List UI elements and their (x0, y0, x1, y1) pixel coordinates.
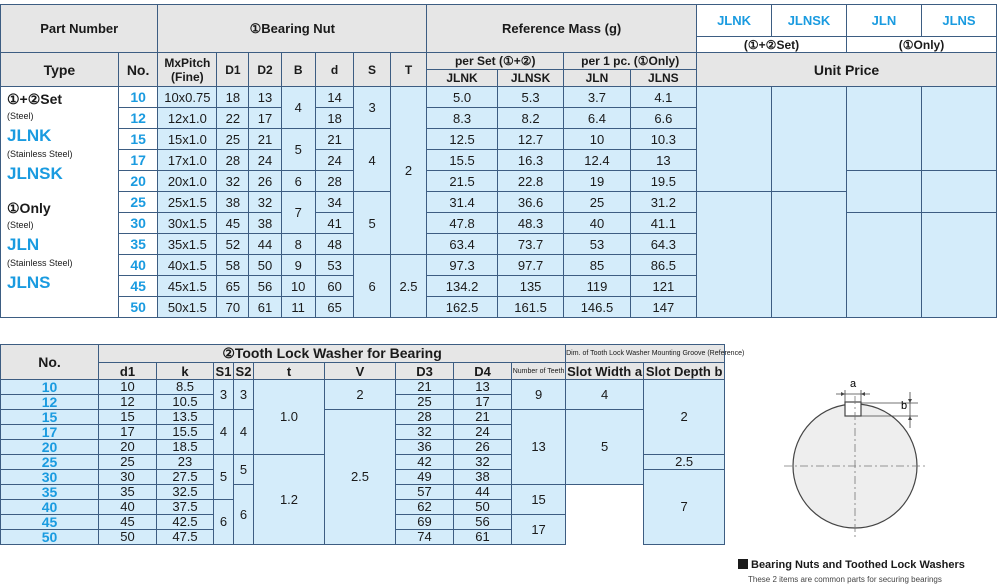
price-jlnk-cell[interactable] (697, 87, 772, 192)
d3-value: 69 (396, 515, 454, 530)
mass-jlnk: 63.4 (427, 234, 498, 255)
row-no: 25 (118, 192, 158, 213)
s2-value: 4 (234, 410, 254, 455)
row-no: 20 (118, 171, 158, 192)
mass-jlns: 10.3 (630, 129, 696, 150)
b-value: 9 (281, 255, 315, 276)
d4-header: D4 (454, 363, 512, 380)
s-value: 5 (354, 192, 390, 255)
k-value: 47.5 (157, 530, 214, 545)
d3-value: 42 (396, 455, 454, 470)
t-value: 2.5 (390, 255, 426, 318)
s2-value: 6 (234, 485, 254, 545)
mass-jlnk: 15.5 (427, 150, 498, 171)
mass-jln: 40 (564, 213, 630, 234)
sub-jlns-header: JLNS (630, 70, 696, 87)
mass-jlnsk: 12.7 (497, 129, 563, 150)
k-header: k (157, 363, 214, 380)
bearing-nut-table (0, 4, 997, 318)
price-jlnk-cell[interactable] (697, 192, 772, 318)
mass-jlnk: 21.5 (427, 171, 498, 192)
d2-value: 21 (249, 129, 281, 150)
d4-value: 44 (454, 485, 512, 500)
mass-jln: 119 (564, 276, 630, 297)
d3-value: 21 (396, 380, 454, 395)
teeth-value: 9 (512, 380, 566, 410)
d4-value: 38 (454, 470, 512, 485)
row-no: 45 (1, 515, 99, 530)
k-value: 37.5 (157, 500, 214, 515)
d3-value: 62 (396, 500, 454, 515)
d2-value: 17 (249, 108, 281, 129)
label-a: a (849, 378, 857, 390)
d4-value: 26 (454, 440, 512, 455)
stainless-label: (Stainless Steel) (7, 149, 73, 159)
mass-jlnk: 162.5 (427, 297, 498, 318)
table-row (1, 213, 997, 234)
sub-jln-header: JLN (564, 70, 630, 87)
s-header: S (354, 53, 390, 87)
b-value: 4 (281, 87, 315, 129)
b-value: 7 (281, 192, 315, 234)
row-no: 17 (1, 425, 99, 440)
d4-value: 61 (454, 530, 512, 545)
mass-jlns: 64.3 (630, 234, 696, 255)
mass-jlns: 147 (630, 297, 696, 318)
d3-value: 49 (396, 470, 454, 485)
price-jlns-cell[interactable] (921, 171, 996, 213)
mass-jlns: 31.2 (630, 192, 696, 213)
s1-header: S1 (214, 363, 234, 380)
row-no: 10 (1, 380, 99, 395)
row-no: 50 (1, 530, 99, 545)
d-value: 65 (315, 297, 354, 318)
lock-washer-header: ②Tooth Lock Washer for Bearing (99, 345, 566, 363)
row-no: 15 (118, 129, 158, 150)
s1-value: 3 (214, 380, 234, 410)
d1-value: 70 (217, 297, 249, 318)
d3-value: 36 (396, 440, 454, 455)
row-no: 17 (118, 150, 158, 171)
mass-jlnk: 5.0 (427, 87, 498, 108)
bullet-square-icon (738, 559, 748, 569)
set-label: (①+②Set) (697, 37, 847, 53)
d1-value: 65 (217, 276, 249, 297)
d1-value: 30 (99, 470, 157, 485)
slot-depth-value: 2 (644, 380, 725, 455)
mxpitch-header (158, 53, 217, 87)
d2-value: 38 (249, 213, 281, 234)
mass-jlns: 121 (630, 276, 696, 297)
t-header: T (390, 53, 426, 87)
unit-price-header: Unit Price (697, 53, 997, 87)
keyway-groove-diagram (770, 368, 970, 548)
table-row (1, 171, 997, 192)
row-no: 45 (118, 276, 158, 297)
mxpitch-value: 10x0.75 (158, 87, 217, 108)
mass-jlnsk: 48.3 (497, 213, 563, 234)
table-row (1, 380, 725, 395)
mass-jlnk: 134.2 (427, 276, 498, 297)
price-jlnsk-cell[interactable] (772, 192, 847, 318)
s2-header: S2 (234, 363, 254, 380)
mxpitch-label: MxPitch (164, 55, 211, 70)
mass-jln: 53 (564, 234, 630, 255)
jlnsk-code: JLNSK (7, 164, 63, 183)
mxpitch-value: 35x1.5 (158, 234, 217, 255)
d1-value: 18 (217, 87, 249, 108)
d1-value: 10 (99, 380, 157, 395)
per-pc-header: per 1 pc. (①Only) (564, 53, 697, 70)
d1-value: 52 (217, 234, 249, 255)
mass-jlnsk: 8.2 (497, 108, 563, 129)
d-value: 60 (315, 276, 354, 297)
b-value: 6 (281, 171, 315, 192)
jlnk-code: JLNK (7, 126, 52, 145)
d1-value: 25 (99, 455, 157, 470)
teeth-value: 13 (512, 410, 566, 485)
d-value: 14 (315, 87, 354, 108)
slot-depth-header: Slot Depth b (644, 363, 725, 380)
mxpitch-value: 17x1.0 (158, 150, 217, 171)
part-number-header: Part Number (1, 5, 158, 53)
stainless-label: (Stainless Steel) (7, 258, 73, 268)
price-jln-cell[interactable] (846, 171, 921, 213)
d3-header: D3 (396, 363, 454, 380)
code-jln-header: JLN (846, 5, 921, 37)
table-row (1, 410, 725, 425)
type-header: Type (1, 53, 119, 87)
d-header: d (315, 53, 354, 87)
row-no: 50 (118, 297, 158, 318)
d2-value: 32 (249, 192, 281, 213)
s1-value: 6 (214, 500, 234, 545)
mxpitch-value: 30x1.5 (158, 213, 217, 234)
d1-value: 20 (99, 440, 157, 455)
price-jlns-cell[interactable] (921, 213, 996, 318)
mass-jln: 25 (564, 192, 630, 213)
d2-value: 13 (249, 87, 281, 108)
k-value: 10.5 (157, 395, 214, 410)
mxpitch-value: 12x1.0 (158, 108, 217, 129)
d4-value: 56 (454, 515, 512, 530)
price-jlns-cell[interactable] (921, 87, 996, 171)
row-no: 15 (1, 410, 99, 425)
b-value: 8 (281, 234, 315, 255)
mass-jln: 6.4 (564, 108, 630, 129)
row-no: 20 (1, 440, 99, 455)
code-jlnk-header: JLNK (697, 5, 772, 37)
d1-value: 35 (99, 485, 157, 500)
row-no: 35 (1, 485, 99, 500)
d1-value: 15 (99, 410, 157, 425)
s-value: 4 (354, 129, 390, 192)
b-value: 5 (281, 129, 315, 171)
v-header: V (325, 363, 396, 380)
mass-jlns: 41.1 (630, 213, 696, 234)
per-set-header: per Set (①+②) (427, 53, 564, 70)
s-value: 6 (354, 255, 390, 318)
k-value: 13.5 (157, 410, 214, 425)
t-value: 2 (390, 87, 426, 255)
groove-header: Dim. of Tooth Lock Washer Mounting Groove (Reference) (566, 345, 725, 363)
d1-value: 40 (99, 500, 157, 515)
jlns-code: JLNS (7, 273, 51, 292)
lock-washer-table (0, 344, 745, 545)
mass-jln: 12.4 (564, 150, 630, 171)
row-no: 30 (1, 470, 99, 485)
mass-jln: 3.7 (564, 87, 630, 108)
d-value: 18 (315, 108, 354, 129)
d1-value: 38 (217, 192, 249, 213)
d1-value: 12 (99, 395, 157, 410)
d4-value: 21 (454, 410, 512, 425)
d1-value: 45 (99, 515, 157, 530)
mass-jlnsk: 5.3 (497, 87, 563, 108)
mass-jlnsk: 16.3 (497, 150, 563, 171)
teeth-value: 17 (512, 515, 566, 545)
d1-value: 25 (217, 129, 249, 150)
mass-jln: 19 (564, 171, 630, 192)
mass-jln: 146.5 (564, 297, 630, 318)
mass-jlnk: 47.8 (427, 213, 498, 234)
sub-jlnk-header: JLNK (427, 70, 498, 87)
d1-value: 22 (217, 108, 249, 129)
d3-value: 32 (396, 425, 454, 440)
mass-jlnsk: 97.7 (497, 255, 563, 276)
d4-value: 24 (454, 425, 512, 440)
mass-jlnk: 12.5 (427, 129, 498, 150)
mass-jlnsk: 22.8 (497, 171, 563, 192)
set-type-title: ①+②Set (7, 91, 63, 107)
no-header: No. (1, 345, 99, 380)
mass-jln: 85 (564, 255, 630, 276)
d1-value: 58 (217, 255, 249, 276)
d3-value: 57 (396, 485, 454, 500)
mxpitch-value: 15x1.0 (158, 129, 217, 150)
jln-code: JLN (7, 235, 40, 254)
mass-jlns: 19.5 (630, 171, 696, 192)
code-jlns-header: JLNS (921, 5, 996, 37)
d4-value: 13 (454, 380, 512, 395)
teeth-value: 15 (512, 485, 566, 515)
mass-jlnsk: 73.7 (497, 234, 563, 255)
d-value: 21 (315, 129, 354, 150)
mass-jlnk: 8.3 (427, 108, 498, 129)
slot-width-value: 4 (566, 380, 644, 410)
code-jlnsk-header: JLNSK (772, 5, 847, 37)
row-no: 40 (1, 500, 99, 515)
mass-jlnk: 31.4 (427, 192, 498, 213)
s2-value: 5 (234, 455, 254, 485)
mxpitch-value: 45x1.5 (158, 276, 217, 297)
caption-text: Bearing Nuts and Toothed Lock Washers (751, 559, 965, 571)
slot-width-value: 5 (566, 410, 644, 485)
type-description (1, 87, 119, 318)
d1-value: 50 (99, 530, 157, 545)
d2-value: 50 (249, 255, 281, 276)
mxpitch-value: 25x1.5 (158, 192, 217, 213)
only-label: (①Only) (846, 37, 996, 53)
d-value: 28 (315, 171, 354, 192)
fine-label: (Fine) (171, 69, 204, 84)
label-b: b (900, 400, 908, 412)
mass-jlns: 6.6 (630, 108, 696, 129)
row-no: 35 (118, 234, 158, 255)
d3-value: 25 (396, 395, 454, 410)
b-value: 10 (281, 276, 315, 297)
diagram-caption-sub: These 2 items are common parts for securing bearings (748, 575, 942, 584)
b-value: 11 (281, 297, 315, 318)
k-value: 42.5 (157, 515, 214, 530)
price-jln-cell[interactable] (846, 213, 921, 318)
d1-header: D1 (217, 53, 249, 87)
t-value: 1.0 (254, 380, 325, 455)
price-jlnsk-cell[interactable] (772, 87, 847, 192)
s2-value: 3 (234, 380, 254, 410)
k-value: 18.5 (157, 440, 214, 455)
mass-jlnsk: 36.6 (497, 192, 563, 213)
d1-value: 45 (217, 213, 249, 234)
d1-value: 17 (99, 425, 157, 440)
d1-value: 32 (217, 171, 249, 192)
d4-value: 32 (454, 455, 512, 470)
mass-jlns: 13 (630, 150, 696, 171)
d1-value: 28 (217, 150, 249, 171)
d-value: 24 (315, 150, 354, 171)
s-value: 3 (354, 87, 390, 129)
d-value: 41 (315, 213, 354, 234)
reference-mass-header: Reference Mass (g) (427, 5, 697, 53)
d3-value: 28 (396, 410, 454, 425)
s1-value: 4 (214, 410, 234, 455)
d2-value: 24 (249, 150, 281, 171)
row-no: 30 (118, 213, 158, 234)
mass-jlnsk: 135 (497, 276, 563, 297)
steel-label: (Steel) (7, 220, 34, 230)
row-no: 12 (118, 108, 158, 129)
mxpitch-value: 40x1.5 (158, 255, 217, 276)
row-no: 25 (1, 455, 99, 470)
d3-value: 74 (396, 530, 454, 545)
bearing-nut-header: ①Bearing Nut (158, 5, 427, 53)
k-value: 32.5 (157, 485, 214, 500)
no-header: No. (118, 53, 158, 87)
d4-value: 17 (454, 395, 512, 410)
table-row (1, 87, 997, 108)
k-value: 15.5 (157, 425, 214, 440)
row-no: 10 (118, 87, 158, 108)
d-value: 53 (315, 255, 354, 276)
slot-width-header: Slot Width a (567, 363, 643, 379)
s1-value: 5 (214, 455, 234, 500)
mass-jlns: 86.5 (630, 255, 696, 276)
v-value: 2.5 (325, 410, 396, 545)
d2-value: 44 (249, 234, 281, 255)
mass-jlns: 4.1 (630, 87, 696, 108)
slot-width-value: 7 (644, 470, 725, 545)
d4-value: 50 (454, 500, 512, 515)
slot-depth-value: 2.5 (644, 455, 725, 470)
steel-label: (Steel) (7, 111, 34, 121)
row-no: 12 (1, 395, 99, 410)
d1-header: d1 (99, 363, 157, 380)
only-type-title: ①Only (7, 200, 51, 216)
price-jln-cell[interactable] (846, 87, 921, 171)
k-value: 27.5 (157, 470, 214, 485)
k-value: 8.5 (157, 380, 214, 395)
d2-value: 26 (249, 171, 281, 192)
d2-value: 61 (249, 297, 281, 318)
teeth-header: Number of Teeth (512, 363, 566, 380)
mxpitch-value: 50x1.5 (158, 297, 217, 318)
row-no: 40 (118, 255, 158, 276)
sub-jlnsk-header: JLNSK (497, 70, 563, 87)
d2-header: D2 (249, 53, 281, 87)
d2-value: 56 (249, 276, 281, 297)
v-value: 2 (325, 380, 396, 410)
d-value: 34 (315, 192, 354, 213)
d-value: 48 (315, 234, 354, 255)
t-header: t (254, 363, 325, 380)
mass-jlnk: 97.3 (427, 255, 498, 276)
t-value: 1.2 (254, 455, 325, 545)
mass-jln: 10 (564, 129, 630, 150)
mass-jlnsk: 161.5 (497, 297, 563, 318)
mxpitch-value: 20x1.0 (158, 171, 217, 192)
diagram-caption (738, 559, 965, 571)
k-value: 23 (157, 455, 214, 470)
b-header: B (281, 53, 315, 87)
